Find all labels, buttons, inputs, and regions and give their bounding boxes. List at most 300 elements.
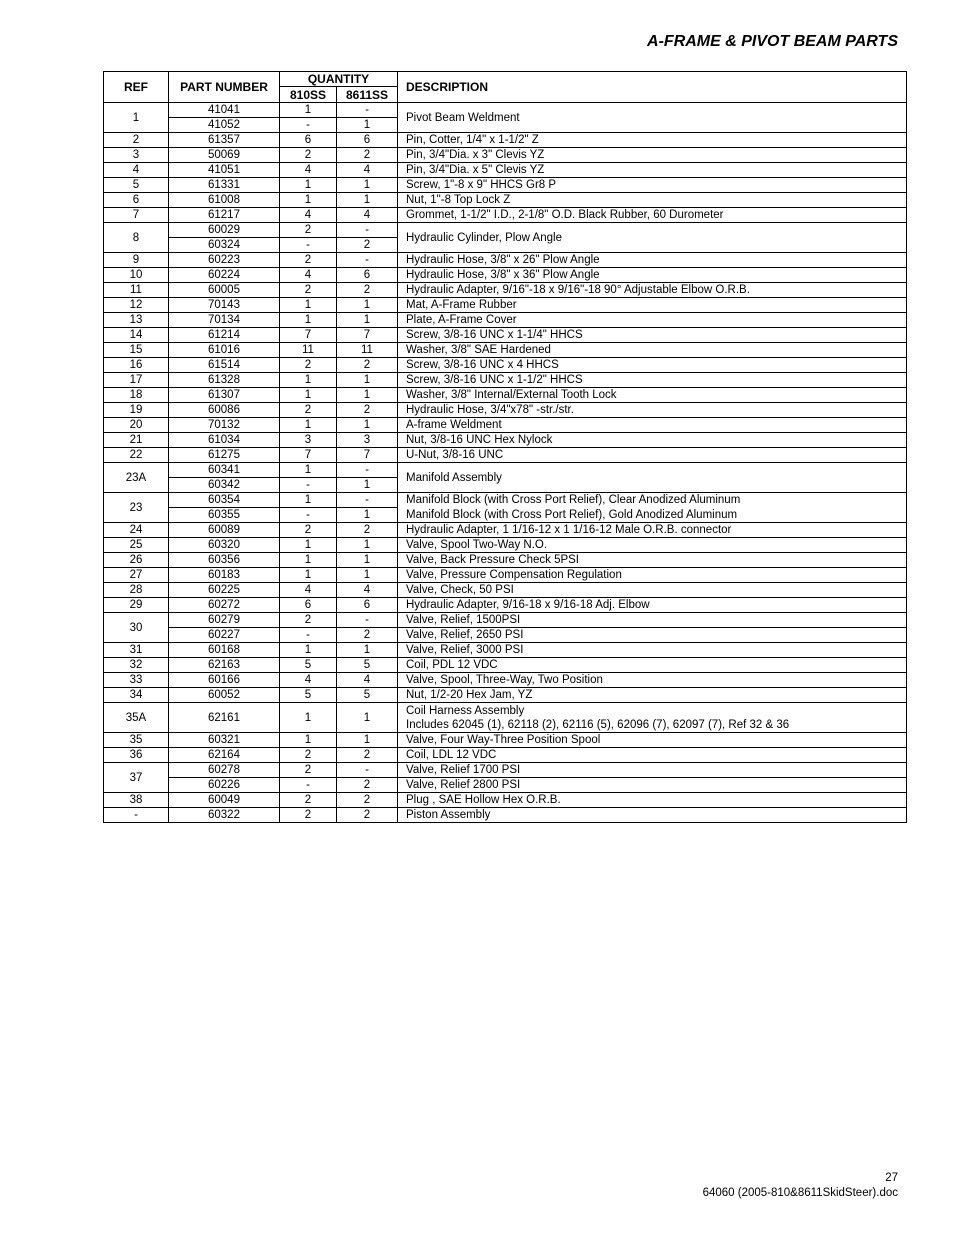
description-cell: Hydraulic Cylinder, Plow Angle xyxy=(398,223,907,253)
description-header: DESCRIPTION xyxy=(398,72,907,103)
qty-8611ss-cell: 11 xyxy=(337,343,398,358)
ref-cell: 22 xyxy=(104,448,169,463)
qty-8611ss-cell: 2 xyxy=(337,628,398,643)
qty-8611ss-cell: 2 xyxy=(337,778,398,793)
description-line: Valve, Relief 1700 PSI xyxy=(406,764,521,776)
part-number-cell: 61328 xyxy=(169,373,280,388)
table-row xyxy=(104,643,907,658)
table-row xyxy=(104,598,907,613)
ref-cell: 18 xyxy=(104,388,169,403)
qty-8611ss-cell: 1 xyxy=(337,313,398,328)
description-line: Hydraulic Hose, 3/8" x 26" Plow Angle xyxy=(406,254,600,266)
table-row xyxy=(104,403,907,418)
part-number-cell: 60005 xyxy=(169,283,280,298)
description-line: Hydraulic Adapter, 9/16-18 x 9/16-18 Adj. Elbow xyxy=(406,599,650,611)
table-row xyxy=(104,748,907,763)
page-number: 27 xyxy=(885,1172,898,1184)
qty-8611ss-cell: 1 xyxy=(337,538,398,553)
description-line: Pin, Cotter, 1/4" x 1-1/2" Z xyxy=(406,134,539,146)
description-cell xyxy=(398,178,907,193)
qty-8611ss-cell: 2 xyxy=(337,283,398,298)
qty-8611ss-cell: 1 xyxy=(337,418,398,433)
description-cell xyxy=(398,328,907,343)
qty-8611ss-cell: - xyxy=(337,613,398,628)
description-line: Plate, A-Frame Cover xyxy=(406,314,517,326)
part-number-cell: 60341 xyxy=(169,463,280,478)
description-cell xyxy=(398,388,907,403)
part-number-cell: 50069 xyxy=(169,148,280,163)
description-cell xyxy=(398,628,907,643)
ref-cell: 30 xyxy=(104,613,169,643)
table-row xyxy=(104,298,907,313)
part-number-cell: 60272 xyxy=(169,598,280,613)
description-cell xyxy=(398,253,907,268)
description-line: Valve, Four Way-Three Position Spool xyxy=(406,734,601,746)
ref-cell: 38 xyxy=(104,793,169,808)
table-row xyxy=(104,268,907,283)
part-number-cell: 61016 xyxy=(169,343,280,358)
ref-cell: 17 xyxy=(104,373,169,388)
description-cell xyxy=(398,283,907,298)
qty-8611ss-cell: 1 xyxy=(337,388,398,403)
ref-cell: 16 xyxy=(104,358,169,373)
qty-810ss-cell: 2 xyxy=(280,358,337,373)
qty-810ss-cell: 1 xyxy=(280,538,337,553)
description-cell xyxy=(398,598,907,613)
qty-810ss-cell: 2 xyxy=(280,763,337,778)
ref-cell: 7 xyxy=(104,208,169,223)
qty-810ss-cell: 6 xyxy=(280,598,337,613)
description-cell xyxy=(398,373,907,388)
ref-cell: - xyxy=(104,808,169,823)
description-cell xyxy=(398,208,907,223)
ref-cell: 6 xyxy=(104,193,169,208)
description-cell xyxy=(398,748,907,763)
ref-cell: 35 xyxy=(104,733,169,748)
qty-8611ss-cell: 1 xyxy=(337,178,398,193)
qty-8611ss-cell: - xyxy=(337,463,398,478)
qty-8611ss-cell: 4 xyxy=(337,673,398,688)
qty-8611ss-cell: 2 xyxy=(337,403,398,418)
qty-810ss-cell: - xyxy=(280,628,337,643)
qty-8611ss-cell: 1 xyxy=(337,478,398,493)
ref-cell: 8 xyxy=(104,223,169,253)
document-name: 64060 (2005-810&8611SkidSteer).doc xyxy=(702,1187,898,1199)
part-number-cell: 60086 xyxy=(169,403,280,418)
qty-8611ss-header: 8611SS xyxy=(337,87,398,103)
description-cell xyxy=(398,493,907,508)
qty-8611ss-cell: 4 xyxy=(337,583,398,598)
description-cell xyxy=(398,358,907,373)
qty-810ss-cell: 1 xyxy=(280,178,337,193)
description-line: Valve, Spool, Three-Way, Two Position xyxy=(406,674,603,686)
ref-cell: 9 xyxy=(104,253,169,268)
description-line: Washer, 3/8" SAE Hardened xyxy=(406,344,551,356)
table-row xyxy=(104,523,907,538)
description-line: Valve, Relief, 3000 PSI xyxy=(406,644,524,656)
qty-810ss-cell: 2 xyxy=(280,523,337,538)
table-row xyxy=(104,343,907,358)
qty-8611ss-cell: 1 xyxy=(337,508,398,523)
quantity-header: QUANTITY xyxy=(280,72,398,87)
table-row xyxy=(104,613,907,628)
qty-810ss-cell: 1 xyxy=(280,568,337,583)
part-number-cell: 60029 xyxy=(169,223,280,238)
description-cell xyxy=(398,148,907,163)
qty-810ss-cell: 5 xyxy=(280,658,337,673)
description-cell xyxy=(398,268,907,283)
qty-810ss-cell: 5 xyxy=(280,688,337,703)
qty-810ss-cell: 1 xyxy=(280,103,337,118)
ref-cell: 5 xyxy=(104,178,169,193)
table-row xyxy=(104,628,907,643)
qty-810ss-cell: - xyxy=(280,778,337,793)
qty-810ss-cell: 4 xyxy=(280,163,337,178)
table-row xyxy=(104,328,907,343)
description-cell xyxy=(398,703,907,733)
part-number-cell: 60166 xyxy=(169,673,280,688)
ref-cell: 35A xyxy=(104,703,169,733)
qty-810ss-cell: 2 xyxy=(280,808,337,823)
part-number-cell: 41051 xyxy=(169,163,280,178)
qty-810ss-cell: 2 xyxy=(280,148,337,163)
qty-810ss-cell: - xyxy=(280,118,337,133)
qty-810ss-cell: 1 xyxy=(280,493,337,508)
table-row xyxy=(104,448,907,463)
description-cell xyxy=(398,568,907,583)
ref-cell: 2 xyxy=(104,133,169,148)
ref-cell: 26 xyxy=(104,553,169,568)
table-row xyxy=(104,193,907,208)
ref-cell: 32 xyxy=(104,658,169,673)
qty-810ss-cell: 4 xyxy=(280,673,337,688)
qty-810ss-cell: 2 xyxy=(280,613,337,628)
description-line: Nut, 1"-8 Top Lock Z xyxy=(406,194,511,206)
part-number-cell: 60049 xyxy=(169,793,280,808)
qty-8611ss-cell: 6 xyxy=(337,268,398,283)
description-line: Mat, A-Frame Rubber xyxy=(406,299,517,311)
qty-810ss-cell: 2 xyxy=(280,283,337,298)
description-cell xyxy=(398,298,907,313)
ref-cell: 24 xyxy=(104,523,169,538)
description-cell xyxy=(398,163,907,178)
qty-8611ss-cell: 1 xyxy=(337,568,398,583)
description-cell xyxy=(398,193,907,208)
ref-cell: 25 xyxy=(104,538,169,553)
parts-table xyxy=(103,71,907,823)
qty-810ss-cell: 2 xyxy=(280,793,337,808)
ref-cell: 34 xyxy=(104,688,169,703)
description-line: Coil, LDL 12 VDC xyxy=(406,749,497,761)
table-row xyxy=(104,418,907,433)
description-cell xyxy=(398,133,907,148)
description-line: Screw, 3/8-16 UNC x 1-1/4" HHCS xyxy=(406,329,583,341)
table-row xyxy=(104,508,907,523)
ref-cell: 31 xyxy=(104,643,169,658)
part-number-header: PART NUMBER xyxy=(169,72,280,103)
description-line: Nut, 1/2-20 Hex Jam, YZ xyxy=(406,689,533,701)
table-row xyxy=(104,283,907,298)
description-line: Screw, 1"-8 x 9" HHCS Gr8 P xyxy=(406,179,557,191)
qty-810ss-cell: - xyxy=(280,508,337,523)
part-number-cell: 60089 xyxy=(169,523,280,538)
description-line: Valve, Relief, 2650 PSI xyxy=(406,629,524,641)
qty-810ss-cell: 4 xyxy=(280,583,337,598)
ref-cell: 28 xyxy=(104,583,169,598)
table-row xyxy=(104,808,907,823)
ref-cell: 19 xyxy=(104,403,169,418)
table-row xyxy=(104,583,907,598)
ref-cell: 23A xyxy=(104,463,169,493)
table-row xyxy=(104,688,907,703)
part-number-cell: 61514 xyxy=(169,358,280,373)
description-cell xyxy=(398,448,907,463)
description-line: Pin, 3/4"Dia. x 3" Clevis YZ xyxy=(406,149,545,161)
ref-cell: 1 xyxy=(104,103,169,133)
description-cell xyxy=(398,343,907,358)
qty-810ss-cell: - xyxy=(280,238,337,253)
table-row xyxy=(104,493,907,508)
table-row xyxy=(104,433,907,448)
ref-cell: 12 xyxy=(104,298,169,313)
description-cell: Pivot Beam Weldment xyxy=(398,103,907,133)
part-number-cell: 70132 xyxy=(169,418,280,433)
description-line: Valve, Back Pressure Check 5PSI xyxy=(406,554,579,566)
table-row xyxy=(104,763,907,778)
part-number-cell: 60324 xyxy=(169,238,280,253)
table-row xyxy=(104,178,907,193)
description-line: Hydraulic Adapter, 9/16"-18 x 9/16"-18 90° Adjustable Elbow O.R.B. xyxy=(406,284,750,296)
description-cell xyxy=(398,418,907,433)
table-row xyxy=(104,463,907,478)
description-line: Washer, 3/8" Internal/External Tooth Lock xyxy=(406,389,617,401)
part-number-cell: 60227 xyxy=(169,628,280,643)
qty-810ss-cell: 3 xyxy=(280,433,337,448)
ref-cell: 14 xyxy=(104,328,169,343)
description-line: Grommet, 1-1/2" I.D., 2-1/8" O.D. Black Rubber, 60 Durometer xyxy=(406,209,724,221)
qty-810ss-cell: 6 xyxy=(280,133,337,148)
qty-810ss-cell: 1 xyxy=(280,703,337,733)
description-cell xyxy=(398,733,907,748)
table-row xyxy=(104,553,907,568)
qty-8611ss-cell: 4 xyxy=(337,208,398,223)
description-line: Pin, 3/4"Dia. x 5" Clevis YZ xyxy=(406,164,545,176)
ref-cell: 11 xyxy=(104,283,169,298)
description-line: Valve, Pressure Compensation Regulation xyxy=(406,569,622,581)
description-line: Hydraulic Adapter, 1 1/16-12 x 1 1/16-12 Male O.R.B. connector xyxy=(406,524,732,536)
description-line: Includes 62045 (1), 62118 (2), 62116 (5), 62096 (7), 62097 (7), Ref 32 & 36 xyxy=(406,718,790,731)
qty-8611ss-cell: 7 xyxy=(337,328,398,343)
qty-810ss-cell: 4 xyxy=(280,208,337,223)
ref-cell: 37 xyxy=(104,763,169,793)
qty-8611ss-cell: 1 xyxy=(337,298,398,313)
part-number-cell: 61357 xyxy=(169,133,280,148)
page-title: A-FRAME & PIVOT BEAM PARTS xyxy=(647,33,898,50)
table-row xyxy=(104,103,907,118)
qty-8611ss-cell: 2 xyxy=(337,148,398,163)
part-number-cell: 70134 xyxy=(169,313,280,328)
part-number-cell: 60052 xyxy=(169,688,280,703)
part-number-cell: 60356 xyxy=(169,553,280,568)
qty-8611ss-cell: 2 xyxy=(337,358,398,373)
qty-8611ss-cell: - xyxy=(337,103,398,118)
part-number-cell: 60355 xyxy=(169,508,280,523)
part-number-cell: 62164 xyxy=(169,748,280,763)
part-number-cell: 61217 xyxy=(169,208,280,223)
qty-810ss-cell: 1 xyxy=(280,388,337,403)
ref-cell: 23 xyxy=(104,493,169,523)
table-row xyxy=(104,148,907,163)
description-cell xyxy=(398,643,907,658)
qty-8611ss-cell: 1 xyxy=(337,373,398,388)
table-row xyxy=(104,253,907,268)
ref-cell: 33 xyxy=(104,673,169,688)
description-line: Coil, PDL 12 VDC xyxy=(406,659,498,671)
ref-header: REF xyxy=(104,72,169,103)
description-cell xyxy=(398,538,907,553)
description-line: Screw, 3/8-16 UNC x 4 HHCS xyxy=(406,359,559,371)
ref-cell: 20 xyxy=(104,418,169,433)
table-row xyxy=(104,568,907,583)
part-number-cell: 41041 xyxy=(169,103,280,118)
description-cell xyxy=(398,613,907,628)
qty-8611ss-cell: - xyxy=(337,253,398,268)
part-number-cell: 60354 xyxy=(169,493,280,508)
qty-8611ss-cell: 2 xyxy=(337,523,398,538)
table-row xyxy=(104,223,907,238)
part-number-cell: 60321 xyxy=(169,733,280,748)
ref-cell: 3 xyxy=(104,148,169,163)
qty-810ss-cell: 7 xyxy=(280,448,337,463)
description-cell xyxy=(398,403,907,418)
part-number-cell: 60342 xyxy=(169,478,280,493)
description-line: Screw, 3/8-16 UNC x 1-1/2" HHCS xyxy=(406,374,583,386)
part-number-cell: 61214 xyxy=(169,328,280,343)
part-number-cell: 60225 xyxy=(169,583,280,598)
description-line: Valve, Relief 2800 PSI xyxy=(406,779,521,791)
part-number-cell: 60168 xyxy=(169,643,280,658)
qty-810ss-cell: 2 xyxy=(280,748,337,763)
ref-cell: 15 xyxy=(104,343,169,358)
description-cell xyxy=(398,658,907,673)
ref-cell: 29 xyxy=(104,598,169,613)
description-cell: Manifold Assembly xyxy=(398,463,907,493)
ref-cell: 10 xyxy=(104,268,169,283)
qty-810ss-cell: 1 xyxy=(280,313,337,328)
qty-8611ss-cell: 2 xyxy=(337,748,398,763)
qty-8611ss-cell: 2 xyxy=(337,808,398,823)
part-number-cell: 60278 xyxy=(169,763,280,778)
table-row xyxy=(104,703,907,733)
table-row xyxy=(104,373,907,388)
description-cell xyxy=(398,793,907,808)
ref-cell: 21 xyxy=(104,433,169,448)
qty-8611ss-cell: 2 xyxy=(337,238,398,253)
qty-810ss-cell: 4 xyxy=(280,268,337,283)
qty-810ss-cell: 1 xyxy=(280,373,337,388)
description-line: Manifold Block (with Cross Port Relief), Gold Anodized Aluminum xyxy=(406,508,738,521)
qty-8611ss-cell: 6 xyxy=(337,133,398,148)
qty-8611ss-cell: 4 xyxy=(337,163,398,178)
part-number-cell: 60322 xyxy=(169,808,280,823)
part-number-cell: 70143 xyxy=(169,298,280,313)
qty-810ss-cell: 1 xyxy=(280,553,337,568)
description-cell xyxy=(398,763,907,778)
description-cell xyxy=(398,433,907,448)
qty-810ss-cell: 1 xyxy=(280,418,337,433)
qty-8611ss-cell: 1 xyxy=(337,553,398,568)
description-cell xyxy=(398,523,907,538)
description-line: A-frame Weldment xyxy=(406,419,502,431)
qty-8611ss-cell: 6 xyxy=(337,598,398,613)
ref-cell: 27 xyxy=(104,568,169,583)
part-number-cell: 41052 xyxy=(169,118,280,133)
part-number-cell: 61275 xyxy=(169,448,280,463)
qty-8611ss-cell: 5 xyxy=(337,688,398,703)
table-row xyxy=(104,673,907,688)
description-line: Plug , SAE Hollow Hex O.R.B. xyxy=(406,794,561,806)
qty-810ss-cell: - xyxy=(280,478,337,493)
description-line: Hydraulic Hose, 3/4"x78" -str./str. xyxy=(406,404,574,416)
table-row xyxy=(104,388,907,403)
qty-8611ss-cell: 5 xyxy=(337,658,398,673)
qty-810ss-cell: 2 xyxy=(280,403,337,418)
table-row xyxy=(104,658,907,673)
qty-8611ss-cell: 2 xyxy=(337,793,398,808)
description-line: Valve, Relief, 1500PSI xyxy=(406,614,521,626)
ref-cell: 13 xyxy=(104,313,169,328)
qty-8611ss-cell: 7 xyxy=(337,448,398,463)
qty-8611ss-cell: - xyxy=(337,763,398,778)
qty-8611ss-cell: - xyxy=(337,223,398,238)
qty-8611ss-cell: 1 xyxy=(337,703,398,733)
description-line: Hydraulic Hose, 3/8" x 36" Plow Angle xyxy=(406,269,600,281)
table-row xyxy=(104,358,907,373)
table-row xyxy=(104,208,907,223)
description-cell xyxy=(398,778,907,793)
qty-8611ss-cell: 1 xyxy=(337,643,398,658)
qty-810ss-cell: 1 xyxy=(280,733,337,748)
description-cell xyxy=(398,673,907,688)
ref-cell: 4 xyxy=(104,163,169,178)
qty-810ss-header: 810SS xyxy=(280,87,337,103)
qty-810ss-cell: 1 xyxy=(280,298,337,313)
description-line: Nut, 3/8-16 UNC Hex Nylock xyxy=(406,434,553,446)
description-line: U-Nut, 3/8-16 UNC xyxy=(406,449,504,461)
part-number-cell: 60224 xyxy=(169,268,280,283)
qty-810ss-cell: 2 xyxy=(280,223,337,238)
qty-8611ss-cell: 3 xyxy=(337,433,398,448)
qty-810ss-cell: 1 xyxy=(280,463,337,478)
description-line: Manifold Block (with Cross Port Relief), Clear Anodized Aluminum xyxy=(406,494,741,507)
part-number-cell: 61008 xyxy=(169,193,280,208)
part-number-cell: 61331 xyxy=(169,178,280,193)
part-number-cell: 61034 xyxy=(169,433,280,448)
qty-810ss-cell: 2 xyxy=(280,253,337,268)
table-row xyxy=(104,163,907,178)
qty-8611ss-cell: 1 xyxy=(337,733,398,748)
part-number-cell: 60183 xyxy=(169,568,280,583)
description-cell xyxy=(398,553,907,568)
part-number-cell: 62161 xyxy=(169,703,280,733)
ref-cell: 36 xyxy=(104,748,169,763)
part-number-cell: 60223 xyxy=(169,253,280,268)
description-line: Coil Harness Assembly xyxy=(406,704,525,717)
description-cell xyxy=(398,508,907,523)
table-row xyxy=(104,133,907,148)
part-number-cell: 60279 xyxy=(169,613,280,628)
table-row xyxy=(104,538,907,553)
